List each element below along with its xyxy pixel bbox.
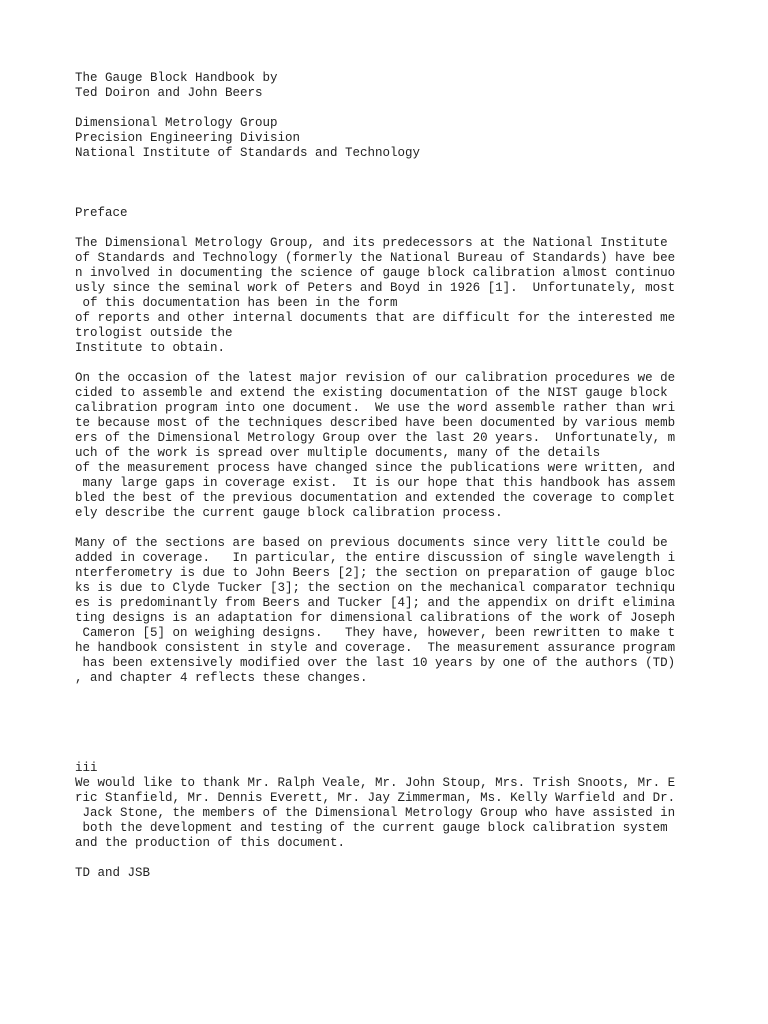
text-line [75, 176, 675, 191]
text-line: National Institute of Standards and Technology [75, 146, 421, 160]
text-line: We would like to thank Mr. Ralph Veale, Mr. John Stoup, Mrs. Trish Snoots, Mr. E [75, 776, 676, 790]
text-line: Cameron [5] on weighing designs. They have, however, been rewritten to make t [75, 626, 676, 640]
text-line: Precision Engineering Division [75, 131, 301, 145]
text-line: both the development and testing of the current gauge block calibration system [75, 821, 668, 835]
text-line [75, 731, 675, 746]
text-line: many large gaps in coverage exist. It is our hope that this handbook has assem [75, 476, 676, 490]
text-line: of the measurement process have changed since the publications were written, and [75, 461, 676, 475]
text-line: iii [75, 761, 98, 775]
text-line [75, 161, 675, 176]
text-line: of Standards and Technology (formerly the National Bureau of Standards) have bee [75, 251, 676, 265]
text-line: calibration program into one document. We use the word assemble rather than wri [75, 401, 676, 415]
text-line: and the production of this document. [75, 836, 346, 850]
text-line: ric Stanfield, Mr. Dennis Everett, Mr. Jay Zimmerman, Ms. Kelly Warfield and Dr. [75, 791, 676, 805]
text-line [75, 686, 675, 701]
text-line: Institute to obtain. [75, 341, 226, 355]
text-line: cided to assemble and extend the existing documentation of the NIST gauge block [75, 386, 668, 400]
text-line: TD and JSB [75, 866, 151, 880]
text-line: of reports and other internal documents that are difficult for the interested me [75, 311, 676, 325]
text-line: Dimensional Metrology Group [75, 116, 278, 130]
text-line: The Gauge Block Handbook by [75, 71, 278, 85]
text-line: Ted Doiron and John Beers [75, 86, 263, 100]
text-line: of this documentation has been in the form [75, 296, 398, 310]
document-text [75, 71, 675, 881]
text-line: uch of the work is spread over multiple documents, many of the details [75, 446, 601, 460]
text-line: ks is due to Clyde Tucker [3]; the section on the mechanical comparator techniqu [75, 581, 676, 595]
text-line: ely describe the current gauge block calibration process. [75, 506, 503, 520]
text-line: usly since the seminal work of Peters and Boyd in 1926 [1]. Unfortunately, most [75, 281, 676, 295]
text-line: ting designs is an adaptation for dimensional calibrations of the work of Joseph [75, 611, 676, 625]
text-line: has been extensively modified over the last 10 years by one of the authors (TD) [75, 656, 676, 670]
text-line [75, 716, 675, 731]
text-line [75, 521, 675, 536]
text-line [75, 701, 675, 716]
text-line [75, 746, 675, 761]
text-line [75, 221, 675, 236]
text-line: trologist outside the [75, 326, 233, 340]
text-line: he handbook consistent in style and coverage. The measurement assurance program [75, 641, 676, 655]
text-line [75, 851, 675, 866]
text-line: es is predominantly from Beers and Tucker [4]; and the appendix on drift elimina [75, 596, 676, 610]
text-line: nterferometry is due to John Beers [2]; the section on preparation of gauge bloc [75, 566, 676, 580]
text-line: added in coverage. In particular, the entire discussion of single wavelength i [75, 551, 676, 565]
text-line: n involved in documenting the science of gauge block calibration almost continuo [75, 266, 676, 280]
text-line [75, 191, 675, 206]
text-line: ers of the Dimensional Metrology Group over the last 20 years. Unfortunately, m [75, 431, 676, 445]
text-line: Jack Stone, the members of the Dimensional Metrology Group who have assisted in [75, 806, 676, 820]
text-line: The Dimensional Metrology Group, and its predecessors at the National Institute [75, 236, 668, 250]
text-line: te because most of the techniques described have been documented by various memb [75, 416, 676, 430]
text-line: Many of the sections are based on previous documents since very little could be [75, 536, 668, 550]
text-line: , and chapter 4 reflects these changes. [75, 671, 368, 685]
text-line [75, 101, 675, 116]
text-line: bled the best of the previous documentation and extended the coverage to complet [75, 491, 676, 505]
text-line: Preface [75, 206, 128, 220]
text-line: On the occasion of the latest major revision of our calibration procedures we de [75, 371, 676, 385]
text-line [75, 356, 675, 371]
